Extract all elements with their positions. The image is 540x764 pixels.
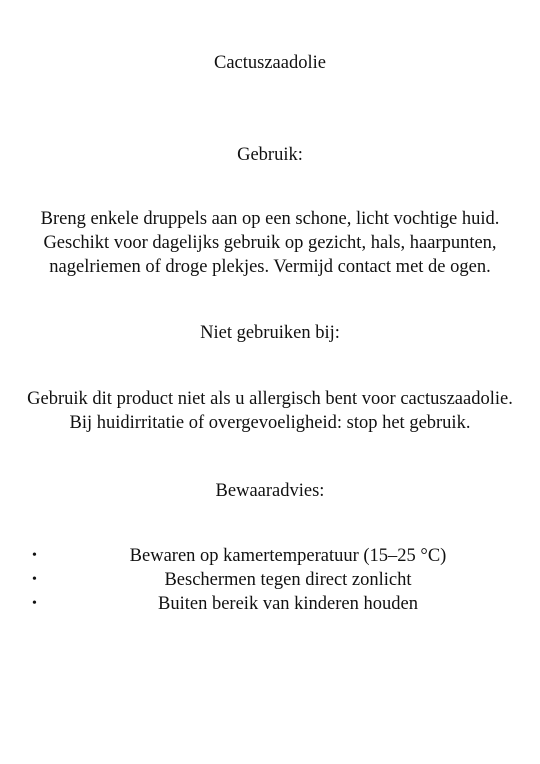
- bullet-icon: •: [32, 596, 37, 611]
- list-item: [0, 568, 540, 592]
- list-item-text: Beschermen tegen direct zonlicht: [164, 570, 412, 590]
- list-item: [0, 544, 540, 568]
- bullet-icon: •: [32, 548, 37, 563]
- list-item-text: Bewaren op kamertemperatuur (15–25 °C): [129, 546, 447, 566]
- bullet-icon: •: [32, 572, 37, 587]
- storage-list: [0, 544, 540, 616]
- contraindications-line: Bij huidirritatie of overgevoeligheid: stop het gebruik.: [69, 413, 471, 433]
- contraindications-heading: Niet gebruiken bij:: [200, 323, 340, 343]
- document-title: Cactuszaadolie: [214, 53, 326, 73]
- usage-paragraph: [0, 207, 540, 279]
- list-item: [0, 592, 540, 616]
- usage-line: Geschikt voor dagelijks gebruik op gezicht, hals, haarpunten,: [43, 233, 497, 253]
- contraindications-paragraph: [0, 387, 540, 435]
- usage-line: Breng enkele druppels aan op een schone, licht vochtige huid.: [40, 209, 500, 229]
- usage-heading: Gebruik:: [237, 145, 303, 165]
- usage-line: nagelriemen of droge plekjes. Vermijd contact met de ogen.: [49, 257, 491, 277]
- storage-heading: Bewaaradvies:: [215, 481, 325, 501]
- list-item-text: Buiten bereik van kinderen houden: [158, 594, 418, 614]
- contraindications-line: Gebruik dit product niet als u allergisch bent voor cactuszaadolie.: [27, 389, 513, 409]
